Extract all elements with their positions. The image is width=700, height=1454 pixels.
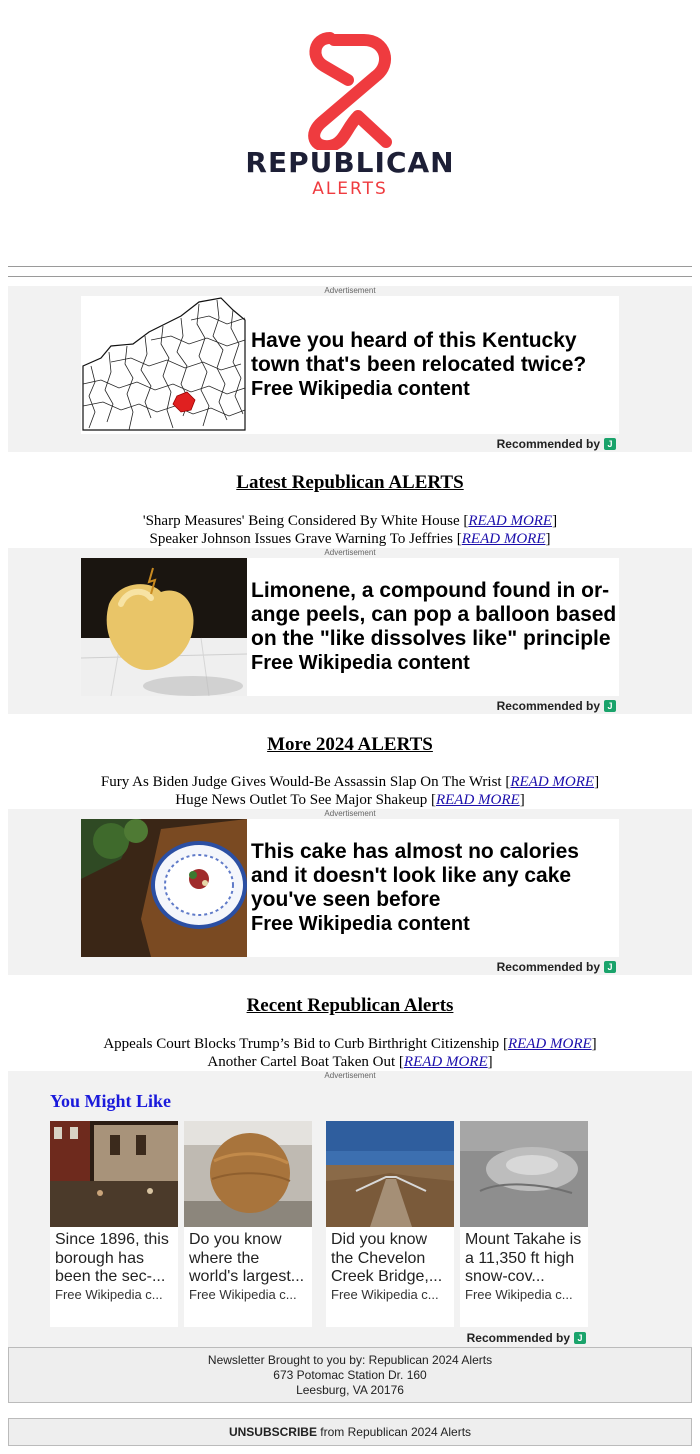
- read-more-link[interactable]: READ MORE: [507, 1036, 592, 1052]
- logo-icon: [300, 30, 400, 150]
- ad-card[interactable]: [81, 558, 619, 696]
- card-source: Free Wikipedia c...: [55, 1287, 163, 1302]
- ad-text: [251, 558, 617, 696]
- recommended-card[interactable]: [50, 1121, 178, 1327]
- ad-label: Advertisement: [324, 548, 376, 557]
- read-more-link[interactable]: READ MORE: [403, 1054, 488, 1070]
- news-headline: Appeals Court Blocks Trump’s Bid to Curb Birthright Citizenship: [103, 1036, 500, 1052]
- ad-headline: Limonene, a compound found in or-ange peels, can pop a balloon based on the "like dissolves like" principle: [251, 579, 617, 650]
- news-item: Another Cartel Boat Taken Out [READ MORE]: [207, 1054, 493, 1070]
- card-headline: Since 1896, this borough has been the sec-...: [55, 1231, 169, 1285]
- read-more-link[interactable]: READ MORE: [510, 774, 595, 790]
- recommender-logo-icon: J: [604, 700, 616, 712]
- ad-source: Free Wikipedia content: [251, 913, 470, 935]
- ad-headline: Have you heard of this Kentucky town that's been relocated twice?: [251, 329, 587, 376]
- ad-image-balloon: [81, 558, 247, 696]
- card-source: Free Wikipedia c...: [331, 1287, 439, 1302]
- card-image-ball: [184, 1121, 312, 1227]
- divider: [8, 266, 692, 267]
- logo-title: REPUBLICAN: [245, 146, 455, 179]
- news-item: Huge News Outlet To See Major Shakeup [READ MORE]: [175, 792, 525, 808]
- news-headline: Another Cartel Boat Taken Out: [207, 1054, 396, 1070]
- recommended-by[interactable]: [497, 437, 616, 451]
- card-image-street: [50, 1121, 178, 1227]
- ad-text: [251, 296, 617, 434]
- read-more-link[interactable]: READ MORE: [461, 531, 546, 547]
- recommender-logo-icon: J: [574, 1332, 586, 1344]
- card-headline: Do you know where the world's largest...: [189, 1231, 305, 1285]
- ad-label: Advertisement: [324, 809, 376, 818]
- ad-label: Advertisement: [324, 286, 376, 295]
- recommended-card[interactable]: [326, 1121, 454, 1327]
- recommender-logo-icon: J: [604, 961, 616, 973]
- card-source: Free Wikipedia c...: [189, 1287, 297, 1302]
- card-image-mountain: [460, 1121, 588, 1227]
- header-logo: [0, 0, 700, 260]
- ad-headline: This cake has almost no calories and it doesn't look like any cake you've seen before: [251, 840, 579, 911]
- card-headline: Did you know the Chevelon Creek Bridge,...: [331, 1231, 443, 1285]
- news-item: Speaker Johnson Issues Grave Warning To Jeffries [READ MORE]: [149, 531, 551, 547]
- news-item: 'Sharp Measures' Being Considered By White House [READ MORE]: [142, 513, 558, 529]
- news-headline: 'Sharp Measures' Being Considered By White House: [142, 513, 460, 529]
- footer-address: 673 Potomac Station Dr. 160: [273, 1368, 427, 1382]
- ad-source: Free Wikipedia content: [251, 378, 470, 400]
- ad-card[interactable]: [81, 819, 619, 957]
- recommended-by[interactable]: [497, 960, 616, 974]
- card-headline: Mount Takahe is a 11,350 ft high snow-cov...: [465, 1231, 582, 1285]
- ad-card[interactable]: [81, 296, 619, 434]
- footer-city: Leesburg, VA 20176: [296, 1383, 404, 1397]
- recommended-label: Recommended by: [496, 699, 600, 713]
- ad-block: [8, 548, 692, 714]
- news-headline: Huge News Outlet To See Major Shakeup: [175, 792, 428, 808]
- recommended-card[interactable]: [184, 1121, 312, 1327]
- newsletter-footer: [8, 1347, 692, 1403]
- you-might-like-widget: [8, 1071, 692, 1347]
- section-title: Latest Republican ALERTS: [236, 472, 464, 493]
- you-might-like-title: You Might Like: [50, 1091, 172, 1111]
- news-item: Fury As Biden Judge Gives Would-Be Assassin Slap On The Wrist [READ MORE]: [100, 774, 600, 790]
- section-title: Recent Republican Alerts: [246, 995, 454, 1016]
- ad-image-cake-plate: [81, 819, 247, 957]
- ad-block: [8, 809, 692, 975]
- unsubscribe-box: [8, 1418, 692, 1446]
- news-item: Appeals Court Blocks Trump’s Bid to Curb Birthright Citizenship [READ MORE]: [103, 1036, 597, 1052]
- recommended-label: Recommended by: [496, 960, 600, 974]
- recommended-by[interactable]: [497, 699, 616, 713]
- footer-line: Newsletter Brought to you by: Republican 2024 Alerts: [207, 1353, 493, 1367]
- divider: [8, 276, 692, 277]
- section-title: More 2024 ALERTS: [267, 734, 433, 755]
- news-headline: Speaker Johnson Issues Grave Warning To Jeffries: [149, 531, 454, 547]
- ad-label: Advertisement: [324, 1071, 376, 1080]
- recommended-card[interactable]: [460, 1121, 588, 1327]
- ad-text: [251, 819, 617, 957]
- logo-subtitle: ALERTS: [312, 179, 388, 199]
- unsubscribe-link[interactable]: UNSUBSCRIBE: [228, 1425, 317, 1439]
- ad-block: [8, 286, 692, 452]
- read-more-link[interactable]: READ MORE: [468, 513, 553, 529]
- news-headline: Fury As Biden Judge Gives Would-Be Assassin Slap On The Wrist: [100, 774, 502, 790]
- unsubscribe-text: from Republican 2024 Alerts: [316, 1425, 472, 1439]
- recommended-label: Recommended by: [466, 1331, 570, 1345]
- card-image-bridge: [326, 1121, 454, 1227]
- recommender-logo-icon: J: [604, 438, 616, 450]
- recommended-label: Recommended by: [496, 437, 600, 451]
- ad-image-kentucky-map: [81, 296, 247, 434]
- card-source: Free Wikipedia c...: [465, 1287, 573, 1302]
- read-more-link[interactable]: READ MORE: [435, 792, 520, 808]
- ad-source: Free Wikipedia content: [251, 652, 470, 674]
- recommended-by[interactable]: [467, 1331, 586, 1345]
